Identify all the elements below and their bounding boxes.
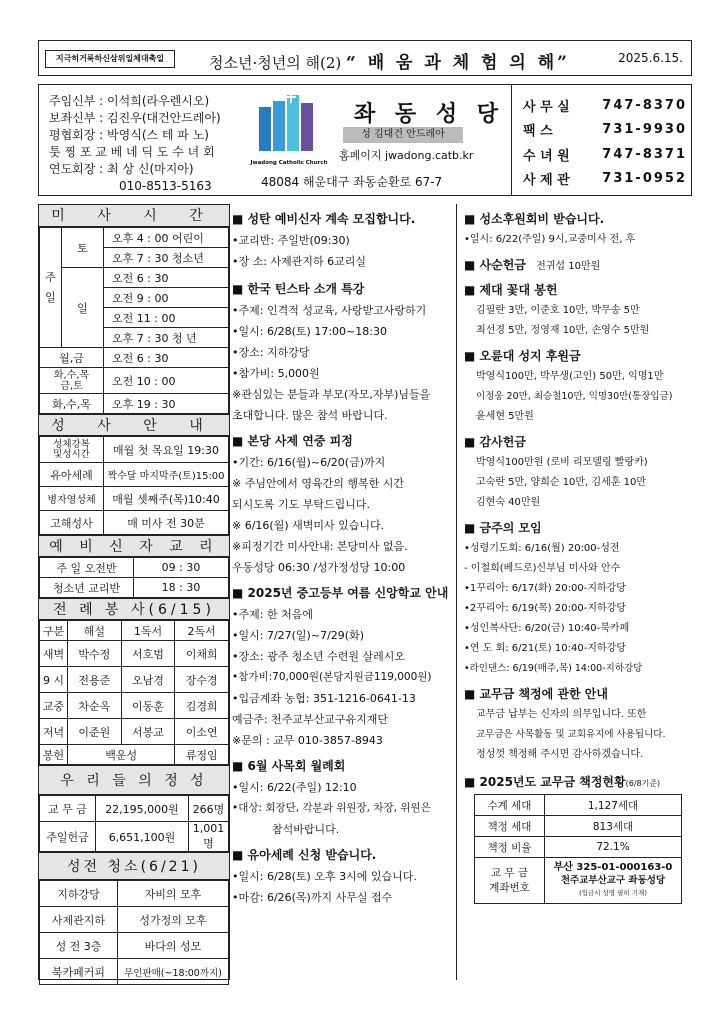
liturgy-cell: 저녁	[40, 719, 68, 745]
liturgy-cell: 이동훈	[121, 693, 175, 719]
weekday-label: 화,수,목 금,토	[40, 368, 104, 394]
right-column	[458, 204, 692, 980]
donation-name: 주일헌금	[40, 822, 96, 852]
notice-line: 되시도록 기도 부탁드립니다.	[232, 498, 371, 511]
liturgy-cell: 새벽	[40, 641, 68, 667]
cleaning-group: 무인판매(~18:00까지)	[118, 959, 229, 985]
mass-time: 오후 19 : 30	[104, 394, 229, 414]
contact-row	[523, 142, 687, 167]
mass-time: 오전 6 : 30	[104, 348, 229, 368]
homepage-link[interactable]: 홈페이지 jwadong.catb.kr	[339, 149, 474, 162]
mass-time: 오후 7 : 30 청소년	[104, 248, 229, 268]
account-owner: 천주교부산교구 좌동성당	[560, 875, 666, 886]
account-number: 부산 325-01-000163-0	[553, 862, 673, 873]
contact-label: 사 제 관	[523, 173, 570, 189]
notice-line: •라인댄스: 6/19(매주,목) 14:00-지하강당	[464, 663, 643, 674]
weekday-label: 화,수,목	[40, 394, 104, 414]
parish-name: 좌 동 성 당	[354, 101, 504, 127]
notice	[458, 685, 692, 765]
notice-line: ※문의 : 교무 010-3857-8943	[232, 734, 383, 747]
stats-title-note: (6/8기준)	[625, 779, 661, 788]
notice-line: •일시: 6/28(토) 17:00~18:30	[232, 325, 387, 338]
notice-line: 교무금은 사목활동 및 교회유지에 사용됩니다.	[476, 729, 666, 740]
cleaning-group: 성가정의 모후	[118, 907, 229, 933]
liturgy-cell: 차순옥	[68, 693, 122, 719]
notice	[458, 433, 692, 513]
contact-list	[523, 93, 687, 191]
notice-line: ※ 6/16(월) 새벽미사 있습니다.	[232, 519, 385, 532]
stats-label: 수계 세대	[475, 795, 545, 816]
church-logo-icon	[249, 93, 329, 165]
notice-title: ■ 제대 꽃대 봉헌	[464, 281, 692, 298]
notice-line: 교무금 납부는 신자의 의무입니다. 또한	[476, 709, 647, 720]
liturgy-cell: 서봉교	[121, 719, 175, 745]
notice-line: •주제: 인격적 성교육, 사랑받고사랑하기	[232, 304, 427, 317]
parish-address: 48084 해운대구 좌동순환로 67-7	[261, 175, 443, 189]
stats-value: 72.1%	[545, 837, 682, 858]
class-name: 주 일 오전반	[40, 558, 134, 578]
class-time: 18 : 30	[134, 578, 229, 598]
mass-time: 오전 11 : 00	[104, 308, 229, 328]
notice-line: 김현숙 40만원	[476, 497, 541, 508]
notice-line: 박영식100만원 (로비 리모델링 빨랑카)	[476, 457, 648, 468]
weekday-label: 월,금	[40, 348, 104, 368]
notice-line: ※ 주님안에서 영육간의 행복한 시간	[232, 477, 404, 490]
notice-line: 초대합니다. 많은 참석 바랍니다.	[232, 409, 388, 422]
notice-title: ■ 본당 사제 연중 피정	[232, 432, 456, 449]
notice-title: ■ 성소후원회비 받습니다.	[464, 210, 692, 227]
cleaning-group: 바다의 성모	[118, 933, 229, 959]
contact-label: 수 녀 원	[523, 148, 570, 164]
liturgy-cell: 전용준	[68, 667, 122, 693]
notice-line: 정성껏 책정해 주시면 감사하겠습니다.	[476, 749, 644, 760]
logo-text: Jwadong Catholic Church	[250, 160, 328, 166]
column-divider	[456, 204, 457, 980]
feast-name: 지극히거룩하신삼위일체대축일	[45, 50, 175, 68]
notice-title: ■ 6월 사목회 월례회	[232, 757, 456, 774]
notice-line: - 이철희(베드로)신부님 미사와 안수	[464, 563, 621, 574]
contact-row	[523, 118, 687, 143]
church-logo	[249, 93, 329, 165]
sacrament-name: 유아세례	[40, 463, 104, 487]
notice-line: •장 소: 사제관지하 6교리실	[232, 255, 366, 268]
left-column	[38, 204, 230, 980]
notice	[458, 347, 692, 427]
stats-table	[474, 794, 682, 904]
stats-value: 813세대	[545, 816, 682, 837]
notice-line: 고숙란 5만, 양희순 10만, 김세훈 10만	[476, 477, 646, 488]
liturgy-cell: 오남경	[121, 667, 175, 693]
notice-line: 참석바랍니다.	[272, 823, 340, 836]
day-label: 일	[62, 268, 104, 348]
notice	[232, 210, 456, 272]
liturgy-cell: 박수정	[68, 641, 122, 667]
sacrament-table	[39, 436, 229, 535]
cleaning-place: 사제관지하	[40, 907, 118, 933]
notice	[458, 281, 692, 341]
notice	[232, 757, 456, 840]
stats-label: 책정 비율	[475, 837, 545, 858]
cleaning-group: 자비의 모후	[118, 881, 229, 907]
notice-line: 예금주: 천주교부산교구유지재단	[232, 713, 388, 726]
notice-title: ■ 금주의 모임	[464, 519, 692, 536]
staff-line: 010-8513-5163	[119, 179, 212, 193]
offering-name: 백운성	[68, 745, 175, 765]
liturgy-cell: 9 시	[40, 667, 68, 693]
stats-section	[458, 773, 692, 904]
mass-time: 오전 6 : 30	[104, 268, 229, 288]
cleaning-place: 지하강당	[40, 881, 118, 907]
sacrament-time: 짝수달 마지막주(토)15:00	[104, 463, 229, 487]
contact-label: 팩 스	[523, 124, 553, 140]
notice-title: ■ 성탄 예비신자 계속 모집합니다.	[232, 210, 456, 227]
contact-number: 731-0952	[602, 171, 687, 187]
stats-title	[464, 773, 692, 790]
contact-row	[523, 93, 687, 118]
liturgy-cell: 김경희	[175, 693, 229, 719]
sacrament-time: 매월 첫 목요일 19:30	[104, 437, 229, 463]
notice-line: 우동성당 06:30 /성가정성당 10:00	[232, 561, 406, 574]
cleaning-place: 성 전 3층	[40, 933, 118, 959]
donation-table	[39, 795, 229, 852]
mass-times-title: 미 사 시 간	[39, 205, 229, 227]
notice-line: •참가비:70,000원(본당지원금119,000원)	[232, 671, 432, 683]
theme-main: “ 배 움 과 체 험 의 해”	[346, 53, 570, 73]
year-theme	[209, 48, 570, 73]
liturgy-cell: 이채희	[175, 641, 229, 667]
sacrament-title: 성 사 안 내	[39, 414, 229, 436]
cleaning-place: 북카페커피	[40, 959, 118, 985]
sacrament-name: 성체강복 및성시간	[40, 437, 104, 463]
notice-line: •입금계좌 농협: 351-1216-0641-13	[232, 692, 416, 705]
notice-line: •성인복사단: 6/20(금) 10:40-북카페	[464, 623, 630, 634]
notice-title: ■ 한국 틴스타 소개 특강	[232, 280, 456, 297]
donation-name: 교 무 금	[40, 796, 96, 822]
liturgy-cell: 교중	[40, 693, 68, 719]
notice-line: •대상: 회장단, 각분과 위원장, 차장, 위원은	[232, 802, 431, 814]
mass-time: 오전 9 : 00	[104, 288, 229, 308]
cleaning-title: 성전 청소(6/21)	[39, 852, 229, 880]
bulletin-date: 2025.6.15.	[618, 51, 683, 65]
sacrament-name: 고해성사	[40, 511, 104, 535]
notice-line: 최선경 5만, 정영재 10만, 손영수 5만원	[476, 325, 650, 336]
notice-title	[464, 256, 692, 273]
notice-line: •1꾸리아: 6/17(화) 20:00-지하강당	[464, 583, 626, 594]
notice-line: •교리반: 주일반(09:30)	[232, 234, 350, 247]
liturgy-cell: 서호범	[121, 641, 175, 667]
contact-label: 사 무 실	[523, 99, 570, 115]
notice-title: ■ 감사헌금	[464, 433, 692, 450]
offering-name: 류정임	[175, 745, 229, 765]
liturgy-header: 해설	[68, 621, 122, 641]
account-label: 교 무 금 계좌번호	[475, 858, 545, 904]
notice	[232, 280, 456, 426]
notice-line: •일시: 7/27(일)~7/29(화)	[232, 629, 364, 642]
stats-label: 책정 세대	[475, 816, 545, 837]
donation-amount: 22,195,000원	[96, 796, 189, 822]
patron-saint: 성 김대건 안드레아	[343, 127, 463, 143]
notice-line: •일시: 6/22(주일) 9시,교중미사 전, 후	[464, 234, 636, 245]
notice-line: •마감: 6/26(목)까지 사무실 접수	[232, 891, 393, 904]
notice-line: •장소: 광주 청소년 수련원 살레시오	[232, 650, 405, 663]
header-bar	[38, 40, 692, 76]
notice-line: •장소: 지하강당	[232, 346, 310, 359]
donation-count: 1,001명	[189, 822, 229, 852]
notice-title-text: 사순헌금	[479, 258, 526, 272]
donation-count: 266명	[189, 796, 229, 822]
sunday-label: 주 일	[40, 228, 62, 348]
notice	[458, 210, 692, 250]
mass-time: 오전 10 : 00	[104, 368, 229, 394]
saturday-label: 토	[62, 228, 104, 268]
catechumen-title: 예 비 신 자 교 리	[39, 535, 229, 557]
notice-line: •2꾸리아: 6/19(목) 20:00-지하강당	[464, 603, 626, 614]
notice-line: •주제: 한 처음에	[232, 608, 313, 621]
liturgy-cell: 이준원	[68, 719, 122, 745]
account-note: (입금시 성명 필히 기재)	[579, 889, 647, 897]
liturgy-header: 구분	[40, 621, 68, 641]
staff-line: 툿 찡 포 교 베 네 딕 도 수 녀 회	[49, 145, 215, 159]
notice-line: •연 도 회: 6/21(토) 10:40-지하강당	[464, 643, 626, 654]
contact-row	[523, 167, 687, 192]
notice-line: •일시: 6/22(주일) 12:10	[232, 781, 357, 794]
notice-title: ■ 2025년 중고등부 여름 신앙학교 안내	[232, 584, 456, 601]
notice-line: •참가비: 5,000원	[232, 367, 320, 380]
class-name: 청소년 교리반	[40, 578, 134, 598]
notice	[232, 846, 456, 908]
mass-time: 오후 4 : 00 어린이	[104, 228, 229, 248]
sacrament-time: 매 미사 전 30분	[104, 511, 229, 535]
notice-line: 김필란 3만, 이준호 10만, 박무송 5만	[476, 305, 640, 316]
donation-title: 우 리 들 의 정 성	[39, 765, 229, 795]
offering-label: 봉헌	[40, 745, 68, 765]
stats-title-text: 2025년도 교무금 책정현황	[479, 775, 626, 789]
notice	[232, 432, 456, 578]
notice-title: ■ 오륜대 성지 후원금	[464, 347, 692, 364]
class-time: 09 : 30	[134, 558, 229, 578]
liturgy-cell: 이소연	[175, 719, 229, 745]
stats-value: 1,127세대	[545, 795, 682, 816]
liturgy-title: 전 례 봉 사(6/15)	[39, 598, 229, 620]
notice-title: ■ 교무금 책정에 관한 안내	[464, 685, 692, 702]
middle-column	[232, 204, 456, 980]
notice-line: 윤세현 5만원	[476, 411, 534, 422]
notice	[232, 584, 456, 751]
liturgy-header: 2독서	[175, 621, 229, 641]
notice-line: •기간: 6/16(월)~6/20(금)까지	[232, 456, 386, 469]
mass-times-table	[39, 227, 229, 414]
sacrament-time: 매월 셋째주(목)10:40	[104, 487, 229, 511]
sacrament-name: 병자영성체	[40, 487, 104, 511]
mass-time: 오후 7 : 30 청 년	[104, 328, 229, 348]
notice-line: ※피정기간 미사안내: 본당미사 없음.	[232, 540, 408, 553]
notice-line: •일시: 6/28(토) 오후 3시에 있습니다.	[232, 870, 417, 883]
account-info	[545, 858, 682, 904]
notice-line: 이정웅 20만, 최승철10만, 익명30만(통장입금)	[476, 391, 673, 402]
staff-list	[49, 93, 221, 195]
notice-line: 박영식100만, 박무생(고인) 50만, 익명1만	[476, 371, 664, 382]
contact-number: 747-8371	[602, 146, 687, 162]
catechumen-table	[39, 557, 229, 598]
liturgy-header: 1독서	[121, 621, 175, 641]
notice	[458, 519, 692, 679]
donation-amount: 6,651,100원	[96, 822, 189, 852]
staff-line: 평협회장 : 박영식(스 테 파 노)	[49, 128, 209, 142]
liturgy-cell: 장수경	[175, 667, 229, 693]
notice-line: ※관심있는 분들과 부모(자모,자부)님들을	[232, 388, 431, 401]
notice-note: 전귀섭 10만원	[536, 261, 601, 272]
staff-line: 연도회장 : 최 상 신(마지아)	[49, 162, 194, 176]
cleaning-table	[39, 880, 229, 985]
staff-line: 보좌신부 : 김진우(대건안드레아)	[49, 111, 221, 125]
notice-title: ■ 유아세례 신청 받습니다.	[232, 846, 456, 863]
contact-number: 747-8370	[602, 97, 687, 113]
theme-prefix: 청소년·청년의 해(2)	[209, 54, 342, 72]
parish-info-box	[38, 84, 692, 196]
notice	[458, 256, 692, 273]
liturgy-table	[39, 620, 229, 765]
staff-line: 주임신부 : 이석희(라우렌시오)	[49, 94, 210, 108]
divider	[511, 85, 512, 195]
contact-number: 731-9930	[602, 122, 687, 138]
notice-line: •성령기도회: 6/16(월) 20:00-성전	[464, 543, 620, 554]
